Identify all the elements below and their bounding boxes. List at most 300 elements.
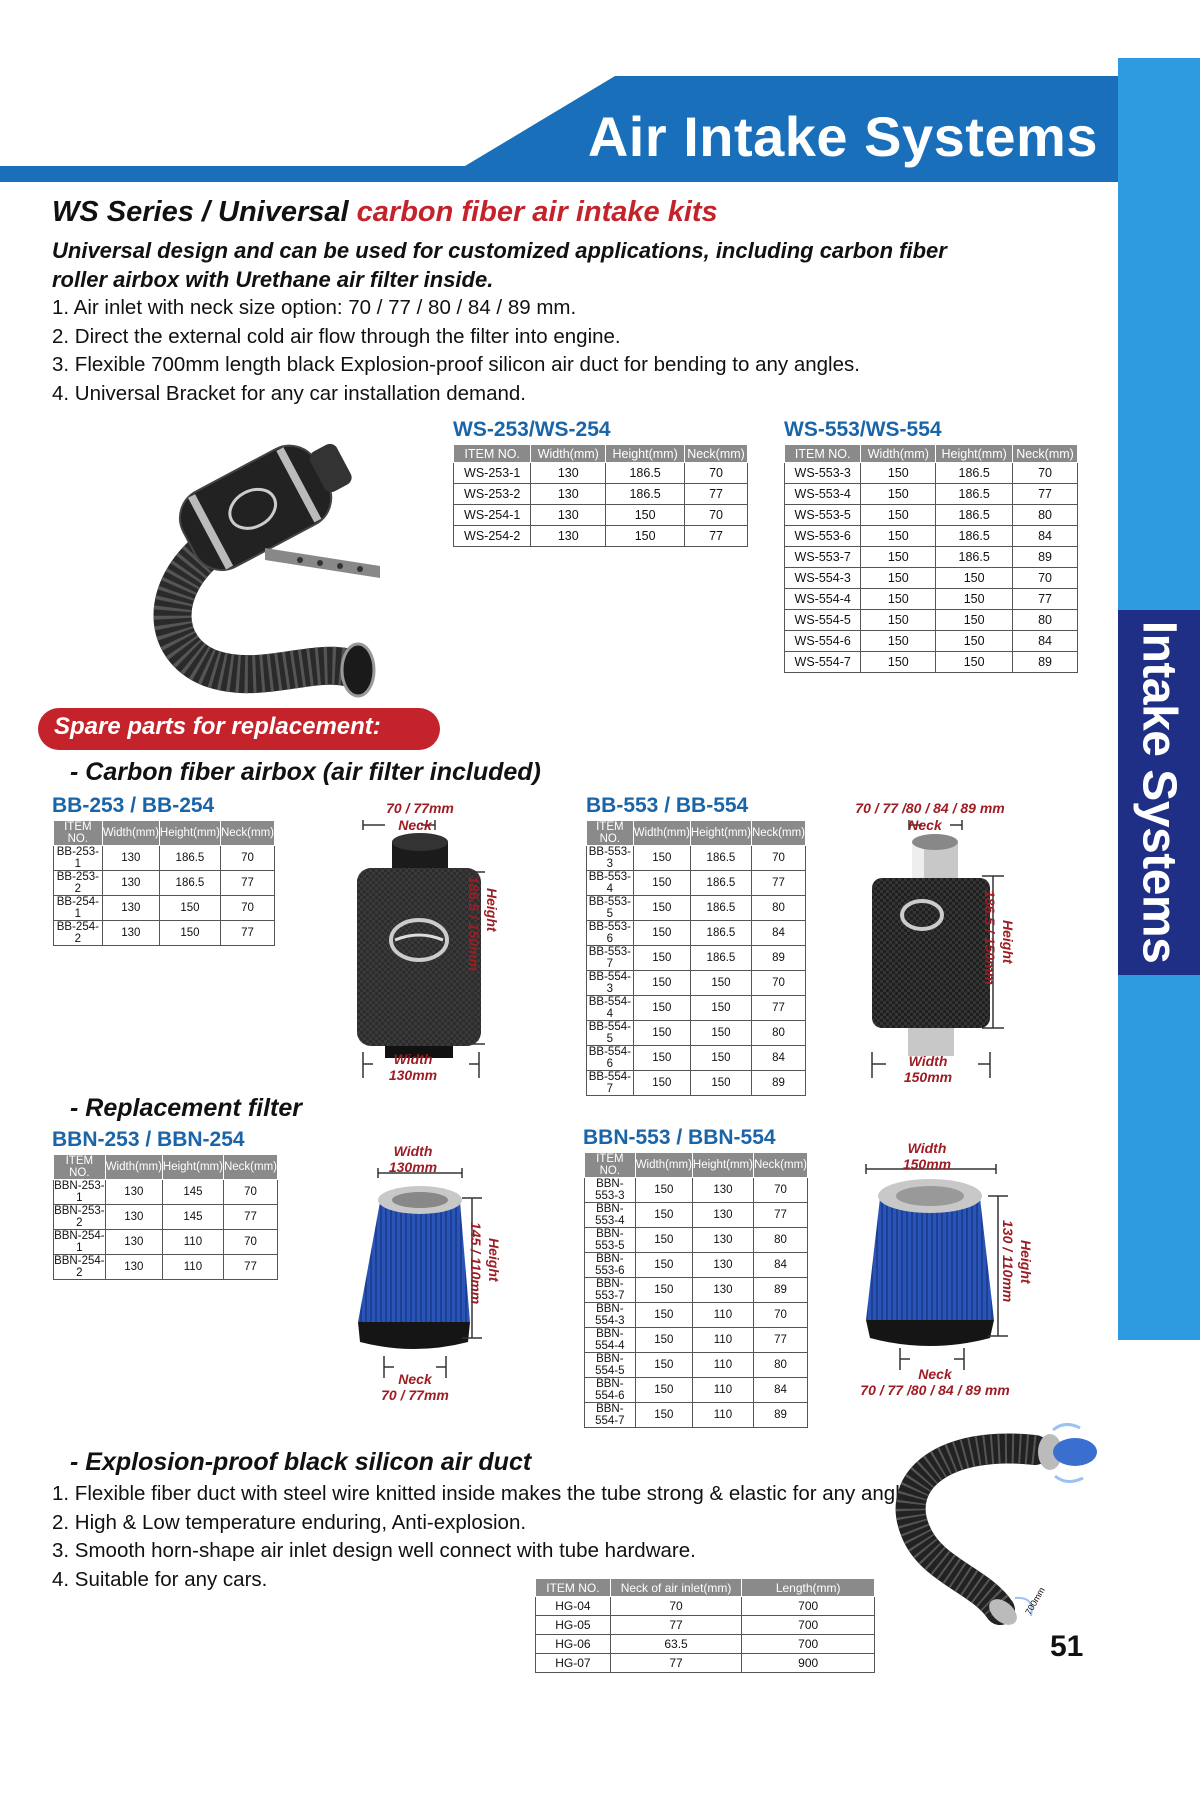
table-cell: BBN-554-7 <box>585 1403 636 1428</box>
table-cell: 80 <box>1013 505 1078 526</box>
table-cell: BBN-554-6 <box>585 1378 636 1403</box>
table-cell: 70 <box>685 463 748 484</box>
table-row <box>587 896 806 921</box>
neck-dimension <box>370 800 470 816</box>
table-row <box>536 1635 875 1654</box>
table-row <box>587 921 806 946</box>
table-cell: 70 <box>223 1180 277 1205</box>
table-cell: 150 <box>690 1046 751 1071</box>
width-value: 130mm <box>388 1159 438 1175</box>
table-cell: 150 <box>633 1071 690 1096</box>
table-row <box>54 1205 278 1230</box>
table-cell: 70 <box>610 1597 742 1616</box>
feature-item: 2. Direct the external cold air flow through the filter into engine. <box>52 324 621 348</box>
table-cell: 150 <box>606 526 685 547</box>
table-row <box>54 846 275 871</box>
table-cell: 77 <box>751 871 805 896</box>
table-cell: 80 <box>753 1228 807 1253</box>
table-cell: BBN-553-7 <box>585 1278 636 1303</box>
neck-label: Neck <box>398 817 432 833</box>
table-cell: 130 <box>102 921 159 946</box>
table-cell: BBN-554-5 <box>585 1353 636 1378</box>
table-row <box>454 505 748 526</box>
series-title <box>52 196 718 229</box>
table-row <box>587 846 806 871</box>
col-width: Width(mm) <box>633 821 690 846</box>
table-cell: 130 <box>102 871 159 896</box>
height-value: 186.5 / 150mm <box>982 890 998 985</box>
spec-table-duct <box>535 1578 875 1673</box>
height-label: Height <box>1000 920 1016 964</box>
col-height: Height(mm) <box>159 821 220 846</box>
table-cell: 150 <box>159 896 220 921</box>
table-cell: 150 <box>633 1046 690 1071</box>
table-cell: 150 <box>936 652 1013 673</box>
neck-label: Neck <box>918 1366 952 1382</box>
table-cell: 77 <box>223 1255 277 1280</box>
table-cell: BB-253-1 <box>54 846 103 871</box>
filter-150-image <box>856 1138 1016 1378</box>
table-cell: 150 <box>635 1328 692 1353</box>
table-cell: 150 <box>861 610 936 631</box>
col-neck: Neck(mm) <box>220 821 274 846</box>
col-length: Length(mm) <box>742 1579 875 1597</box>
col-height: Height(mm) <box>690 821 751 846</box>
table-cell: 186.5 <box>936 484 1013 505</box>
series-title-prefix: WS Series / Universal <box>52 196 349 228</box>
table-cell: 63.5 <box>610 1635 742 1654</box>
table-row <box>54 1180 278 1205</box>
height-label: Height <box>486 1238 502 1282</box>
col-neck: Neck(mm) <box>223 1155 277 1180</box>
table-cell: 186.5 <box>690 846 751 871</box>
table-cell: BB-554-4 <box>587 996 634 1021</box>
table-cell: BB-553-3 <box>587 846 634 871</box>
neck-value: 70 / 77mm <box>381 1387 449 1403</box>
table-cell: BB-554-5 <box>587 1021 634 1046</box>
table-cell: 150 <box>606 505 685 526</box>
table-row <box>54 896 275 921</box>
table-cell: 130 <box>105 1230 162 1255</box>
table-cell: 77 <box>220 921 274 946</box>
feature-item: 4. Universal Bracket for any car installation demand. <box>52 381 527 405</box>
table-cell: HG-07 <box>536 1654 611 1673</box>
table-cell: 130 <box>105 1205 162 1230</box>
intake-kit-image <box>140 418 400 700</box>
table-cell: 80 <box>751 896 805 921</box>
table-row <box>585 1378 808 1403</box>
feature-item: 3. Flexible 700mm length black Explosion-proof silicon air duct for bending to any angles. <box>52 353 860 376</box>
col-item: ITEM NO. <box>785 445 861 463</box>
table-cell: 150 <box>635 1378 692 1403</box>
table-row <box>585 1253 808 1278</box>
spec-table-bb253 <box>53 820 275 946</box>
table-cell: 186.5 <box>936 463 1013 484</box>
table-row <box>785 484 1078 505</box>
table-cell: 89 <box>751 1071 805 1096</box>
spec-table-bbn553 <box>584 1152 808 1428</box>
table-cell: 77 <box>1013 589 1078 610</box>
table-cell: 77 <box>223 1205 277 1230</box>
table-cell: 77 <box>1013 484 1078 505</box>
table-cell: 77 <box>610 1616 742 1635</box>
col-neck: Neck(mm) <box>685 445 748 463</box>
table-cell: 70 <box>751 971 805 996</box>
col-item: ITEM NO. <box>454 445 531 463</box>
table-title: BBN-253 / BBN-254 <box>52 1128 245 1151</box>
table-cell: 130 <box>105 1255 162 1280</box>
col-height: Height(mm) <box>692 1153 753 1178</box>
table-row <box>587 871 806 896</box>
table-row <box>54 921 275 946</box>
table-cell: 186.5 <box>690 871 751 896</box>
table-cell: 186.5 <box>936 505 1013 526</box>
table-cell: 84 <box>751 921 805 946</box>
table-row <box>54 1230 278 1255</box>
intro-line: roller airbox with Urethane air filter inside. <box>52 267 494 292</box>
table-cell: 700 <box>742 1635 875 1654</box>
table-row <box>587 946 806 971</box>
table-row <box>785 505 1078 526</box>
table-cell: 150 <box>635 1353 692 1378</box>
table-cell: WS-253-2 <box>454 484 531 505</box>
feature-item: 3. Smooth horn-shape air inlet design well connect with tube hardware. <box>52 1539 696 1562</box>
table-cell: BBN-254-1 <box>54 1230 105 1254</box>
table-cell: HG-04 <box>536 1597 611 1616</box>
width-value: 150mm <box>902 1156 952 1172</box>
table-row <box>585 1328 808 1353</box>
table-row <box>585 1228 808 1253</box>
table-row <box>785 631 1078 652</box>
col-width: Width(mm) <box>635 1153 692 1178</box>
table-cell: 150 <box>861 547 936 568</box>
table-cell: 70 <box>685 505 748 526</box>
table-cell: 150 <box>159 921 220 946</box>
table-cell: WS-554-3 <box>785 568 861 589</box>
table-row <box>785 547 1078 568</box>
table-cell: 77 <box>753 1328 807 1353</box>
table-cell: 130 <box>531 463 606 484</box>
col-neck: Neck(mm) <box>1013 445 1078 463</box>
table-cell: 150 <box>690 971 751 996</box>
table-cell: 77 <box>220 871 274 896</box>
table-cell: WS-254-2 <box>454 526 531 547</box>
table-cell: BB-554-3 <box>587 971 634 996</box>
table-cell: 150 <box>635 1253 692 1278</box>
table-row <box>785 568 1078 589</box>
table-cell: 150 <box>936 610 1013 631</box>
table-row <box>587 1021 806 1046</box>
table-cell: 145 <box>162 1205 223 1230</box>
table-row <box>536 1654 875 1673</box>
table-cell: 130 <box>692 1178 753 1203</box>
feature-item: 1. Flexible fiber duct with steel wire knitted inside makes the tube strong & elastic for any angles. <box>52 1482 928 1505</box>
table-cell: 700 <box>742 1616 875 1635</box>
table-cell: 70 <box>753 1178 807 1203</box>
table-cell: 150 <box>635 1228 692 1253</box>
table-cell: 150 <box>633 921 690 946</box>
table-cell: BB-554-7 <box>587 1071 634 1096</box>
table-cell: BBN-253-1 <box>54 1180 105 1204</box>
table-cell: 110 <box>692 1303 753 1328</box>
table-row <box>454 526 748 547</box>
section-heading: - Carbon fiber airbox (air filter included) <box>70 758 541 786</box>
col-height: Height(mm) <box>606 445 685 463</box>
table-cell: 77 <box>753 1203 807 1228</box>
table-cell: 186.5 <box>159 846 220 871</box>
section-tab-label: Intake Systems <box>1132 620 1186 964</box>
table-cell: 150 <box>690 996 751 1021</box>
table-cell: 70 <box>1013 568 1078 589</box>
table-cell: 84 <box>753 1378 807 1403</box>
table-cell: BB-553-7 <box>587 946 634 971</box>
table-cell: BBN-553-6 <box>585 1253 636 1278</box>
table-cell: 110 <box>162 1230 223 1255</box>
table-cell: 130 <box>692 1278 753 1303</box>
table-cell: 70 <box>753 1303 807 1328</box>
table-cell: 110 <box>162 1255 223 1280</box>
table-cell: 110 <box>692 1378 753 1403</box>
table-cell: BBN-554-3 <box>585 1303 636 1328</box>
table-row <box>454 484 748 505</box>
table-cell: 150 <box>633 971 690 996</box>
table-cell: 150 <box>633 846 690 871</box>
feature-list <box>52 1480 927 1594</box>
neck-value: 70 / 77mm <box>386 800 454 816</box>
table-cell: 110 <box>692 1353 753 1378</box>
table-cell: HG-05 <box>536 1616 611 1635</box>
table-cell: 77 <box>685 484 748 505</box>
table-cell: BB-553-4 <box>587 871 634 896</box>
table-cell: 150 <box>635 1278 692 1303</box>
neck-dimension: 70 / 77 /80 / 84 / 89 mm <box>855 800 1005 816</box>
table-cell: 77 <box>751 996 805 1021</box>
spec-table-ws553 <box>784 444 1078 673</box>
table-cell: 186.5 <box>606 463 685 484</box>
table-cell: 84 <box>1013 631 1078 652</box>
table-cell: 150 <box>690 1021 751 1046</box>
table-row <box>454 463 748 484</box>
table-cell: 150 <box>633 871 690 896</box>
table-cell: BBN-254-2 <box>54 1255 105 1279</box>
section-heading: - Explosion-proof black silicon air duct <box>70 1448 532 1476</box>
table-cell: WS-554-6 <box>785 631 861 652</box>
table-cell: 150 <box>936 631 1013 652</box>
table-cell: 186.5 <box>159 871 220 896</box>
height-value: 186.5 / 150mm <box>466 876 482 971</box>
table-cell: WS-553-5 <box>785 505 861 526</box>
col-width: Width(mm) <box>102 821 159 846</box>
air-duct-image <box>885 1420 1100 1630</box>
col-item: ITEM NO. <box>585 1153 636 1178</box>
table-cell: 150 <box>633 996 690 1021</box>
height-label: Height <box>484 888 500 932</box>
table-cell: 186.5 <box>690 946 751 971</box>
table-cell: 150 <box>633 896 690 921</box>
table-cell: 150 <box>635 1403 692 1428</box>
table-cell: 186.5 <box>606 484 685 505</box>
col-neck: Neck(mm) <box>753 1153 807 1178</box>
table-cell: WS-554-5 <box>785 610 861 631</box>
spec-table-bb553 <box>586 820 806 1096</box>
table-cell: WS-553-7 <box>785 547 861 568</box>
table-row <box>785 589 1078 610</box>
table-cell: BB-553-6 <box>587 921 634 946</box>
table-cell: 77 <box>610 1654 742 1673</box>
table-cell: 150 <box>861 505 936 526</box>
table-cell: 130 <box>692 1228 753 1253</box>
table-title: WS-553/WS-554 <box>784 418 942 441</box>
table-row <box>587 1071 806 1096</box>
series-title-highlight: carbon fiber air intake kits <box>356 196 718 228</box>
table-row <box>585 1303 808 1328</box>
width-value: 150mm <box>903 1069 953 1085</box>
col-width: Width(mm) <box>105 1155 162 1180</box>
table-cell: 70 <box>1013 463 1078 484</box>
table-cell: 150 <box>936 589 1013 610</box>
table-cell: 150 <box>861 484 936 505</box>
table-cell: 70 <box>751 846 805 871</box>
table-row <box>536 1616 875 1635</box>
table-cell: 130 <box>102 896 159 921</box>
table-row <box>587 996 806 1021</box>
width-value: 130mm <box>388 1067 438 1083</box>
table-cell: 186.5 <box>936 526 1013 547</box>
spec-table-ws253 <box>453 444 748 547</box>
table-cell: 80 <box>1013 610 1078 631</box>
neck-label: Neck <box>908 817 942 833</box>
col-item: ITEM NO. <box>54 1155 106 1180</box>
table-cell: WS-254-1 <box>454 505 531 526</box>
series-intro <box>52 236 1052 294</box>
table-cell: BBN-553-4 <box>585 1203 636 1228</box>
table-row <box>585 1353 808 1378</box>
table-row <box>585 1278 808 1303</box>
table-row <box>536 1597 875 1616</box>
table-cell: BBN-253-2 <box>54 1205 105 1229</box>
height-value: 145 / 110mm <box>468 1222 484 1305</box>
table-cell: 89 <box>753 1278 807 1303</box>
spare-parts-label: Spare parts for replacement: <box>38 708 440 750</box>
table-cell: 150 <box>861 463 936 484</box>
table-title: WS-253/WS-254 <box>453 418 611 441</box>
neck-label: Neck <box>398 1371 432 1387</box>
table-cell: 150 <box>861 589 936 610</box>
feature-item: 2. High & Low temperature enduring, Anti-explosion. <box>52 1510 527 1534</box>
table-cell: 77 <box>685 526 748 547</box>
table-cell: 150 <box>633 1021 690 1046</box>
table-cell: 130 <box>531 484 606 505</box>
table-cell: 150 <box>936 568 1013 589</box>
col-item: ITEM NO. <box>587 821 634 846</box>
table-cell: 186.5 <box>690 896 751 921</box>
table-cell: 150 <box>633 946 690 971</box>
table-row <box>785 463 1078 484</box>
table-row <box>785 610 1078 631</box>
section-heading: - Replacement filter <box>70 1094 303 1122</box>
table-cell: 84 <box>753 1253 807 1278</box>
table-row <box>54 1255 278 1280</box>
table-cell: 110 <box>692 1403 753 1428</box>
table-cell: 130 <box>692 1203 753 1228</box>
col-neck: Neck of air inlet(mm) <box>610 1579 742 1597</box>
height-label: Height <box>1018 1240 1034 1284</box>
feature-item: 1. Air inlet with neck size option: 70 / 77 / 80 / 84 / 89 mm. <box>52 296 577 319</box>
table-row <box>585 1178 808 1203</box>
col-width: Width(mm) <box>531 445 606 463</box>
width-label: Width <box>908 1053 948 1069</box>
col-height: Height(mm) <box>162 1155 223 1180</box>
table-cell: WS-554-7 <box>785 652 861 673</box>
table-cell: 130 <box>692 1253 753 1278</box>
table-cell: 186.5 <box>936 547 1013 568</box>
page-number: 51 <box>1050 1630 1084 1663</box>
table-cell: 84 <box>751 1046 805 1071</box>
table-cell: 145 <box>162 1180 223 1205</box>
col-item: ITEM NO. <box>54 821 103 846</box>
width-label: Width <box>393 1051 433 1067</box>
table-cell: 150 <box>690 1071 751 1096</box>
table-row <box>785 526 1078 547</box>
col-height: Height(mm) <box>936 445 1013 463</box>
col-neck: Neck(mm) <box>751 821 805 846</box>
table-row <box>587 971 806 996</box>
feature-list <box>52 294 860 408</box>
table-cell: BB-254-2 <box>54 921 103 946</box>
neck-value: 70 / 77 /80 / 84 / 89 mm <box>860 1382 1010 1398</box>
table-cell: WS-553-3 <box>785 463 861 484</box>
table-cell: BBN-553-3 <box>585 1178 636 1203</box>
width-label: Width <box>393 1143 433 1159</box>
table-cell: WS-554-4 <box>785 589 861 610</box>
table-cell: 900 <box>742 1654 875 1673</box>
page-title: Air Intake Systems <box>587 105 1098 168</box>
col-width: Width(mm) <box>861 445 936 463</box>
table-cell: 130 <box>105 1180 162 1205</box>
table-cell: 186.5 <box>690 921 751 946</box>
table-cell: 150 <box>861 631 936 652</box>
table-cell: 70 <box>220 896 274 921</box>
table-cell: BB-554-6 <box>587 1046 634 1071</box>
spec-table-bbn253 <box>53 1154 278 1280</box>
table-cell: 89 <box>751 946 805 971</box>
table-cell: 130 <box>531 526 606 547</box>
table-cell: BB-553-5 <box>587 896 634 921</box>
table-cell: 84 <box>1013 526 1078 547</box>
table-cell: 150 <box>635 1203 692 1228</box>
col-item: ITEM NO. <box>536 1579 611 1597</box>
height-value: 130 / 110mm <box>1000 1220 1016 1303</box>
table-cell: 70 <box>220 846 274 871</box>
table-cell: 150 <box>635 1178 692 1203</box>
table-row <box>585 1403 808 1428</box>
table-cell: BBN-554-4 <box>585 1328 636 1353</box>
duct-length-tag: 700mm <box>1023 1585 1047 1617</box>
table-title: BBN-553 / BBN-554 <box>583 1126 776 1149</box>
table-cell: 89 <box>753 1403 807 1428</box>
table-title: BB-253 / BB-254 <box>52 794 215 817</box>
table-cell: 150 <box>861 568 936 589</box>
table-cell: WS-253-1 <box>454 463 531 484</box>
table-cell: 70 <box>223 1230 277 1255</box>
table-cell: BB-254-1 <box>54 896 103 921</box>
width-label: Width <box>907 1140 947 1156</box>
table-row <box>785 652 1078 673</box>
table-cell: 150 <box>861 526 936 547</box>
table-cell: 110 <box>692 1328 753 1353</box>
table-cell: 80 <box>753 1353 807 1378</box>
table-cell: 150 <box>861 652 936 673</box>
